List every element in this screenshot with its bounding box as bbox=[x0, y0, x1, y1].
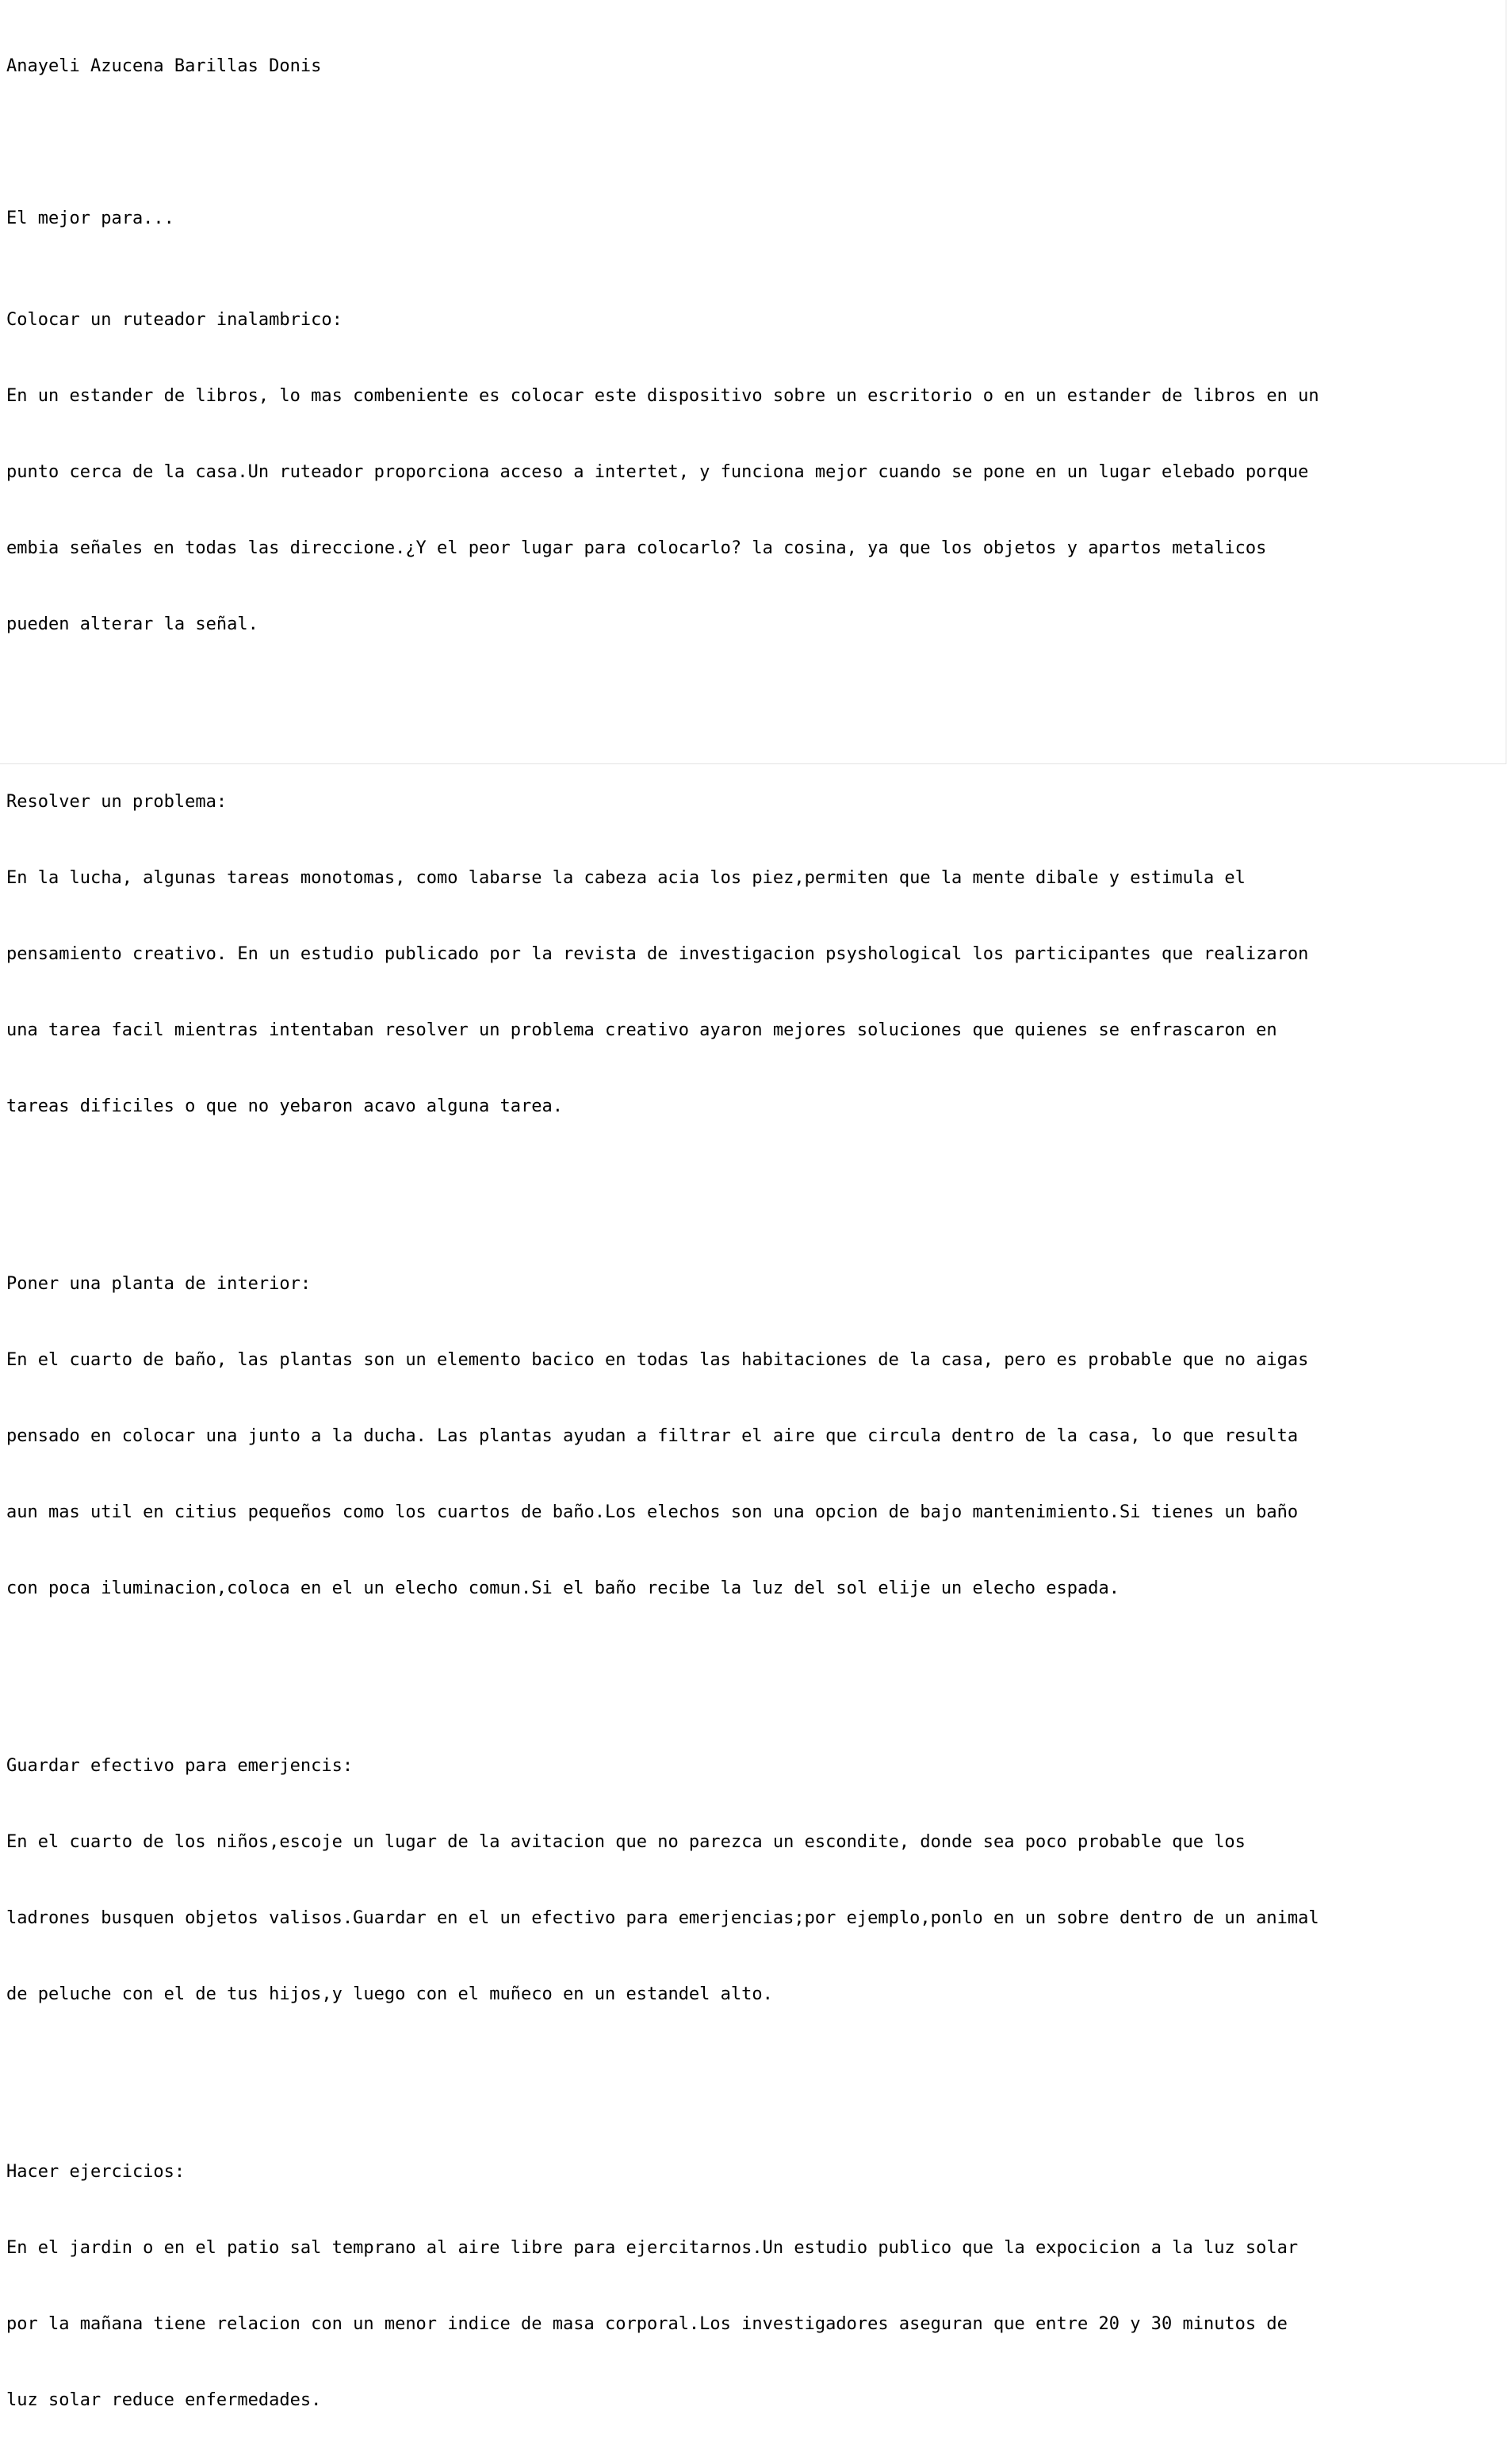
section-line: pensado en colocar una junto a la ducha. Las plantas ayudan a filtrar el aire que circula dentro de la casa, lo que resulta bbox=[6, 1426, 1299, 1446]
section-line: En el cuarto de los niños,escoje un lugar de la avitacion que no parezca un escondite, donde sea poco probable que los bbox=[6, 1832, 1246, 1852]
section-heading-router: Colocar un ruteador inalambrico: bbox=[6, 310, 343, 330]
document-text[interactable] bbox=[6, 3, 1497, 2464]
section-line: una tarea facil mientras intentaban resolver un problema creativo ayaron mejores soluciones que quienes se enfrascaron en bbox=[6, 1020, 1277, 1040]
section-heading-plant: Poner una planta de interior: bbox=[6, 1274, 312, 1294]
section-line: embia señales en todas las direccione.¿Y el peor lugar para colocarlo? la cosina, ya que los objetos y apartos metalicos bbox=[6, 538, 1267, 558]
blank-line bbox=[6, 688, 1497, 714]
section-line: luz solar reduce enfermedades. bbox=[6, 2390, 322, 2410]
section-line: por la mañana tiene relacion con un menor indice de masa corporal.Los investigadores aseguran que entre 20 y 30 minutos de bbox=[6, 2314, 1288, 2334]
blank-line bbox=[6, 1652, 1497, 1678]
section-line: de peluche con el de tus hijos,y luego con el muñeco en un estandel alto. bbox=[6, 1984, 773, 2004]
section-heading-cash: Guardar efectivo para emerjencis: bbox=[6, 1756, 354, 1776]
blank-line bbox=[6, 2058, 1497, 2083]
section-line: En un estander de libros, lo mas combeniente es colocar este dispositivo sobre un escritorio o en un estander de libros en un bbox=[6, 386, 1319, 406]
author-line: Anayeli Azucena Barillas Donis bbox=[6, 56, 322, 76]
intro-line: El mejor para... bbox=[6, 209, 174, 228]
section-line: punto cerca de la casa.Un ruteador proporciona acceso a intertet, y funciona mejor cuando se pone en un lugar elebado porque bbox=[6, 462, 1309, 482]
section-line: En el jardin o en el patio sal temprano al aire libre para ejercitarnos.Un estudio publico que la expocicion a la luz solar bbox=[6, 2238, 1299, 2258]
section-line: aun mas util en citius pequeños como los cuartos de baño.Los elechos son una opcion de bajo mantenimiento.Si tienes un baño bbox=[6, 1502, 1299, 1522]
blank-line bbox=[6, 130, 1497, 155]
section-line: En el cuarto de baño, las plantas son un elemento bacico en todas las habitaciones de la casa, pero es probable que no aigas bbox=[6, 1350, 1309, 1370]
section-line: En la lucha, algunas tareas monotomas, como labarse la cabeza acia los piez,permiten que la mente dibale y estimula el bbox=[6, 868, 1246, 888]
section-line: pueden alterar la señal. bbox=[6, 614, 258, 634]
section-heading-exercise: Hacer ejercicios: bbox=[6, 2162, 186, 2182]
section-line: con poca iluminacion,coloca en el un elecho comun.Si el baño recibe la luz del sol elije un elecho espada. bbox=[6, 1578, 1120, 1598]
section-line: ladrones busquen objetos valisos.Guardar en el un efectivo para emerjencias;por ejemplo,ponlo en un sobre dentro de un animal bbox=[6, 1908, 1319, 1928]
blank-line bbox=[6, 1170, 1497, 1196]
section-line: tareas dificiles o que no yebaron acavo alguna tarea. bbox=[6, 1096, 563, 1116]
section-heading-problem: Resolver un problema: bbox=[6, 792, 228, 812]
section-line: pensamiento creativo. En un estudio publicado por la revista de investigacion psyshological los participantes que realizaron bbox=[6, 944, 1309, 964]
